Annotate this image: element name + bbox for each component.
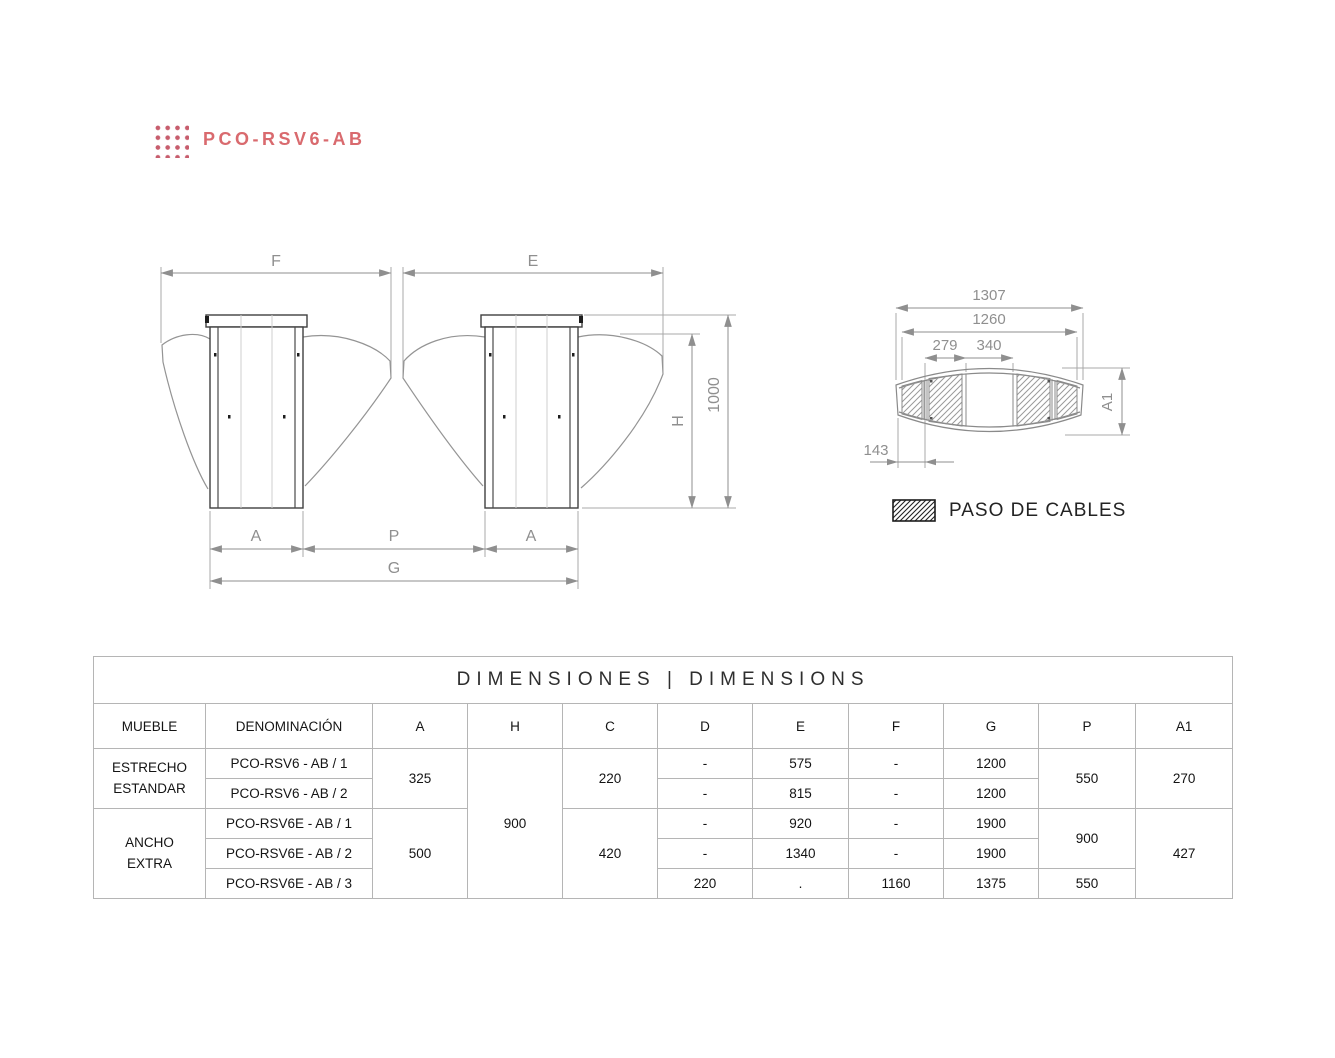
table-title: DIMENSIONES | DIMENSIONS	[94, 657, 1233, 704]
col-header-f: F	[849, 704, 944, 749]
table-cell: PCO-RSV6 - AB / 2	[206, 779, 373, 809]
table-cell: 427	[1136, 809, 1233, 899]
group-line: ESTRECHO	[111, 759, 187, 775]
table-cell: 1900	[944, 839, 1039, 869]
table-cell: PCO-RSV6E - AB / 2	[206, 839, 373, 869]
table-cell: 500	[373, 809, 468, 899]
cabinet-left	[205, 315, 307, 508]
front-view-drawing	[140, 245, 760, 605]
dim-label-h: H	[670, 415, 687, 427]
dim-label-f: F	[271, 253, 281, 270]
table-cell: 420	[563, 809, 658, 899]
col-header-e: E	[753, 704, 849, 749]
table-cell: 575	[753, 749, 849, 779]
cabinet-right	[481, 315, 583, 508]
table-cell: PCO-RSV6E - AB / 1	[206, 809, 373, 839]
table-cell: 1160	[849, 869, 944, 899]
dim-label-a-right: A	[525, 528, 537, 545]
legend-label: PASO DE CABLES	[949, 499, 1127, 521]
table-row	[94, 809, 1233, 839]
col-header-a: A	[373, 704, 468, 749]
table-cell: 220	[563, 749, 658, 809]
table-cell: -	[658, 779, 753, 809]
table-row	[94, 869, 1233, 899]
table-cell: 1375	[944, 869, 1039, 899]
table-cell: 270	[1136, 749, 1233, 809]
table-cell: 1340	[753, 839, 849, 869]
cable-pass-legend	[892, 499, 1126, 522]
table-cell: -	[658, 749, 753, 779]
dim-label-e: E	[527, 253, 539, 270]
group-ancho-extra	[94, 809, 206, 899]
col-header-p: P	[1039, 704, 1136, 749]
dimensions-table	[93, 656, 1233, 899]
table-row	[94, 749, 1233, 779]
table-cell: 900	[1039, 809, 1136, 869]
col-header-g: G	[944, 704, 1039, 749]
col-header-mueble: MUEBLE	[94, 704, 206, 749]
dot-grid-icon	[152, 122, 189, 158]
table-cell: 550	[1039, 749, 1136, 809]
dim-label-1260: 1260	[972, 311, 1006, 328]
col-header-d: D	[658, 704, 753, 749]
table-cell: 550	[1039, 869, 1136, 899]
product-header	[152, 120, 366, 158]
col-header-h: H	[468, 704, 563, 749]
dim-label-1000: 1000	[706, 377, 723, 413]
table-cell: PCO-RSV6E - AB / 3	[206, 869, 373, 899]
table-cell: -	[849, 839, 944, 869]
table-cell: -	[849, 749, 944, 779]
dim-label-a-left: A	[250, 528, 262, 545]
table-cell: -	[849, 779, 944, 809]
table-title-row	[94, 657, 1233, 704]
table-cell: 1200	[944, 749, 1039, 779]
table-cell: 1900	[944, 809, 1039, 839]
dim-label-143: 143	[863, 442, 889, 459]
col-header-denominacion: DENOMINACIÓN	[206, 704, 373, 749]
table-cell: 815	[753, 779, 849, 809]
group-line: ESTANDAR	[113, 780, 186, 796]
dim-label-1307: 1307	[972, 287, 1006, 304]
table-cell: -	[849, 809, 944, 839]
product-title: PCO-RSV6-AB	[203, 128, 366, 149]
dim-label-p: P	[388, 528, 400, 545]
dim-label-a1: A1	[1099, 392, 1116, 412]
cable-pass-panels	[902, 373, 1077, 426]
top-view-drawing	[850, 280, 1150, 535]
col-header-a1: A1	[1136, 704, 1233, 749]
table-cell: PCO-RSV6 - AB / 1	[206, 749, 373, 779]
table-header-row	[94, 704, 1233, 749]
group-estrecho-estandar	[94, 749, 206, 809]
dim-label-340: 340	[976, 337, 1002, 354]
table-cell: -	[658, 839, 753, 869]
table-cell: 220	[658, 869, 753, 899]
group-line: ANCHO	[125, 834, 174, 850]
table-cell: 920	[753, 809, 849, 839]
col-header-c: C	[563, 704, 658, 749]
table-cell: 900	[468, 749, 563, 899]
dim-label-279: 279	[932, 337, 958, 354]
group-line: EXTRA	[126, 855, 172, 871]
table-cell: 1200	[944, 779, 1039, 809]
table-cell: -	[658, 809, 753, 839]
hatch-swatch-icon	[892, 499, 936, 522]
dim-label-g: G	[387, 560, 401, 577]
table-cell: 325	[373, 749, 468, 809]
table-cell: .	[753, 869, 849, 899]
